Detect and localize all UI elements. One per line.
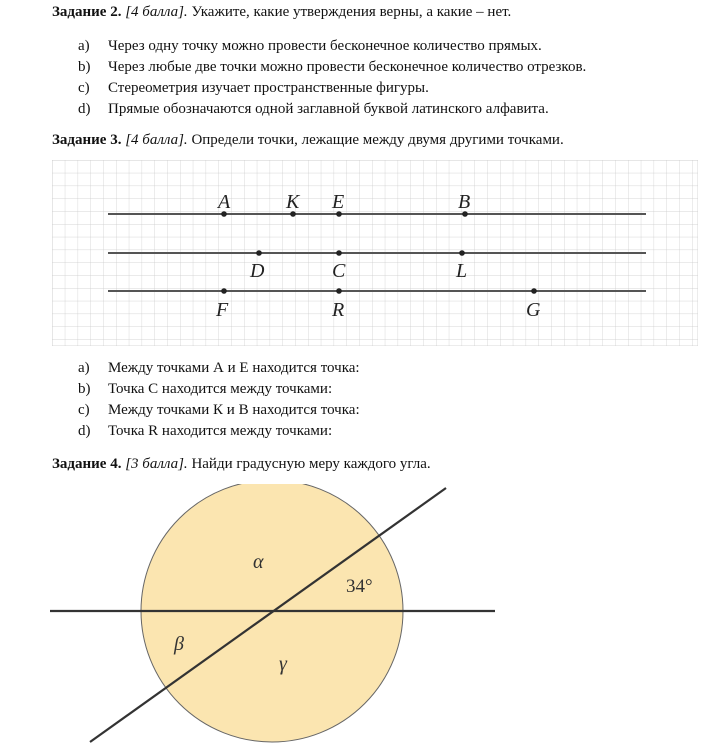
task4-angle-figure (50, 484, 500, 746)
task3-label: Задание 3. (52, 132, 122, 148)
task3-item-d (78, 423, 332, 440)
task2-item-text: Прямые обозначаются одной заглавной буквой латинского алфавита. (108, 101, 549, 117)
point-d (256, 250, 262, 256)
task2-text: Укажите, какие утверждения верны, а какие – нет. (191, 4, 512, 20)
task2-item-text: Через одну точку можно провести бесконечное количество прямых. (108, 38, 542, 54)
point-c (336, 250, 342, 256)
label-g: G (526, 299, 541, 321)
task2-points: [4 балла]. (125, 4, 188, 20)
task2-item-c (78, 80, 429, 97)
label-l: L (456, 260, 468, 282)
task4-text: Найди градусную меру каждого угла. (191, 456, 431, 472)
task3-item-marker: c) (78, 402, 90, 418)
angle-alpha-label: α (253, 551, 264, 573)
task3-item-marker: d) (78, 423, 91, 439)
task3-item-text: Точка R находится между точками: (108, 423, 333, 439)
angle-beta-label: β (174, 633, 184, 655)
task3-heading (52, 132, 564, 149)
label-a: A (218, 191, 231, 213)
task2-item-b (78, 59, 586, 76)
task2-heading (52, 4, 511, 21)
task2-item-marker: d) (78, 101, 91, 117)
point-r (336, 288, 342, 294)
label-c: C (332, 260, 346, 282)
task3-item-marker: a) (78, 360, 90, 376)
task3-points: [4 балла]. (125, 132, 188, 148)
task2-item-text: Стереометрия изучает пространственные фигуры. (108, 80, 429, 96)
label-k: K (286, 191, 300, 213)
label-b: B (458, 191, 471, 213)
task2-item-a (78, 38, 542, 55)
label-f: F (216, 299, 229, 321)
label-r: R (332, 299, 345, 321)
task3-item-a (78, 360, 360, 377)
label-d: D (250, 260, 265, 282)
task2-item-marker: a) (78, 38, 90, 54)
task3-item-text: Между точками А и Е находится точка: (108, 360, 360, 376)
task3-item-b (78, 381, 332, 398)
angle-34-label: 34° (346, 576, 373, 597)
task4-label: Задание 4. (52, 456, 122, 472)
task3-item-text: Между точками К и В находится точка: (108, 402, 360, 418)
task2-item-marker: c) (78, 80, 90, 96)
point-g (531, 288, 537, 294)
task2-item-d (78, 101, 549, 118)
task3-item-text: Точка С находится между точками: (108, 381, 333, 397)
task3-item-marker: b) (78, 381, 91, 397)
task3-text: Определи точки, лежащие между двумя другими точками. (191, 132, 564, 148)
task4-heading (52, 456, 431, 473)
label-e: E (332, 191, 345, 213)
task3-grid-figure (52, 160, 698, 346)
angle-gamma-label: γ (279, 653, 287, 675)
task2-item-text: Через любые две точки можно провести бесконечное количество отрезков. (108, 59, 587, 75)
task4-points: [3 балла]. (125, 456, 188, 472)
task3-item-c (78, 402, 360, 419)
task2-label: Задание 2. (52, 4, 122, 20)
task2-item-marker: b) (78, 59, 91, 75)
point-f (221, 288, 227, 294)
point-l (459, 250, 465, 256)
